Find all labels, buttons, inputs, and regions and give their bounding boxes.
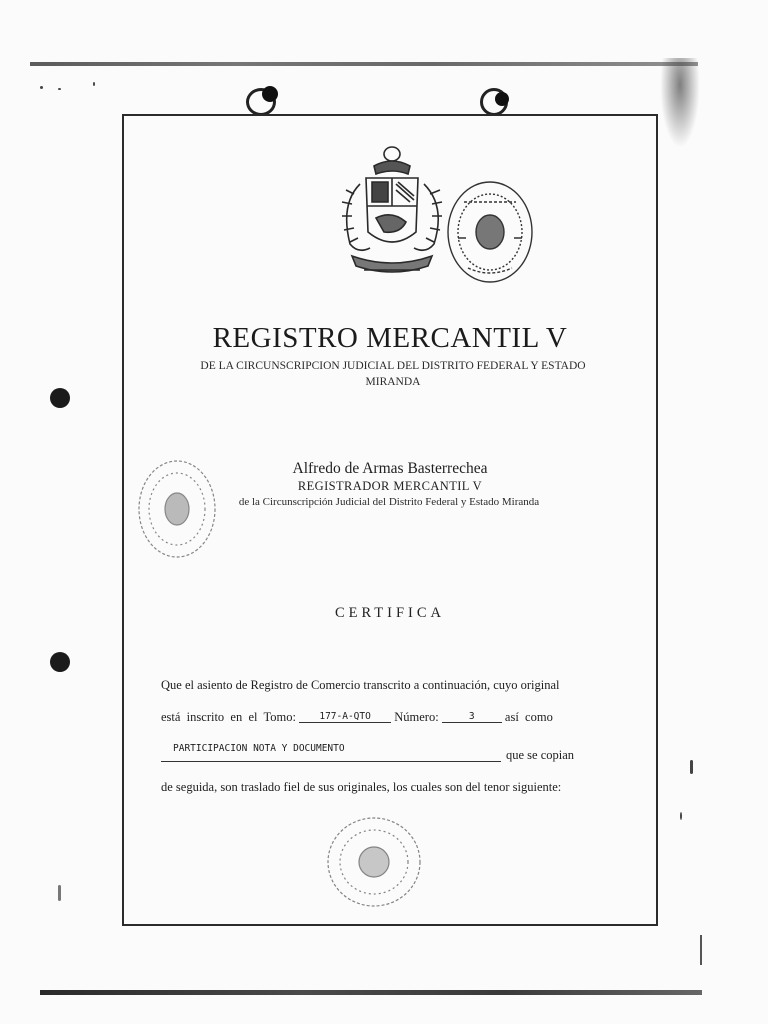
scan-speck: [58, 88, 61, 90]
scan-edge-top: [30, 62, 698, 66]
scan-speck: [690, 760, 693, 774]
punch-hole: [50, 652, 70, 672]
registrar-jurisdiction: de la Circunscripción Judicial del Distrito Federal y Estado Miranda: [238, 496, 540, 508]
coat-of-arms-icon: [330, 144, 454, 284]
tomo-label: está inscrito en el Tomo:: [161, 710, 296, 724]
tomo-value: 177-A-QTO: [299, 711, 391, 723]
body-line: de seguida, son traslado fiel de sus originales, los cuales son del tenor siguiente:: [161, 780, 562, 794]
body-line-document: [161, 743, 616, 768]
scan-mark: [700, 935, 702, 965]
scan-speck: [680, 812, 682, 820]
scan-smudge: [660, 58, 700, 148]
scan-edge-bottom: [40, 990, 702, 995]
registry-title: REGISTRO MERCANTIL V: [212, 322, 568, 354]
scan-speck: [40, 86, 43, 89]
official-seal-icon: [322, 812, 426, 912]
certifica-heading: CERTIFICA: [334, 605, 446, 621]
asi-como-label: así como: [504, 710, 553, 724]
registrar-role: REGISTRADOR MERCANTIL V: [297, 479, 483, 493]
registrar-name: Alfredo de Armas Basterrechea: [292, 460, 488, 477]
binder-ring-hole: [495, 92, 509, 106]
registry-subtitle-line: MIRANDA: [365, 376, 421, 388]
document-type-value: PARTICIPACION NOTA Y DOCUMENTO: [161, 746, 501, 762]
punch-hole: [50, 388, 70, 408]
scan-speck: [93, 82, 95, 86]
scan-speck: [58, 885, 61, 901]
registry-subtitle-line: DE LA CIRCUNSCRIPCION JUDICIAL DEL DISTRITO FEDERAL Y ESTADO: [200, 360, 586, 372]
body-line: Que el asiento de Registro de Comercio transcrito a continuación, cuyo original: [161, 678, 560, 692]
official-seal-icon: [444, 178, 536, 286]
registry-subtitle: [178, 358, 608, 390]
numero-value: 3: [442, 711, 502, 723]
numero-label: Número:: [394, 710, 439, 724]
que-se-copian-label: que se copian: [506, 748, 575, 762]
binder-ring-hole: [262, 86, 278, 102]
body-line-tomo: [161, 710, 616, 725]
